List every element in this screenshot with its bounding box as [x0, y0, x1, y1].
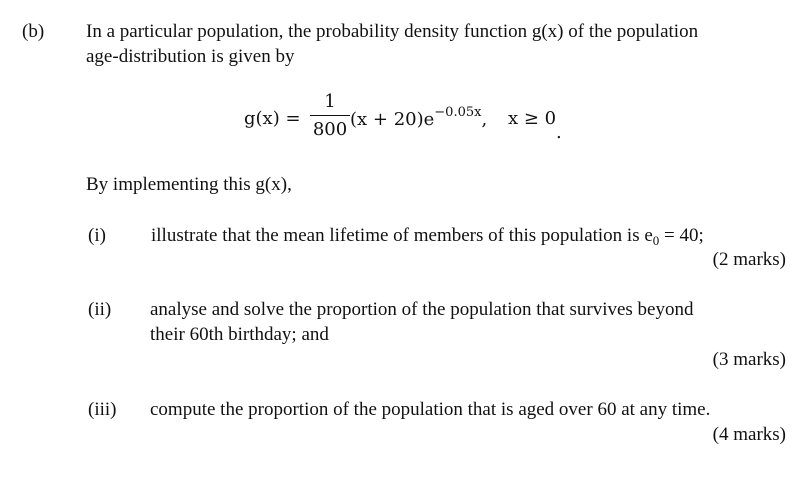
item-label: (i) — [88, 225, 106, 246]
item-text-line-1: analyse and solve the proportion of the population that survives beyond — [150, 299, 694, 320]
item-marks: (4 marks) — [712, 424, 786, 445]
item-text — [151, 224, 704, 249]
formula-body — [350, 107, 487, 131]
item-text: compute the proportion of the population that is aged over 60 at any time. — [150, 399, 711, 420]
item-text-main: illustrate that the mean lifetime of members of this population is e — [151, 225, 653, 246]
item-marks: (2 marks) — [712, 249, 786, 270]
formula-trailing-dot: . — [556, 122, 562, 143]
item-label: (ii) — [88, 299, 112, 320]
formula-lhs: g(x) = — [244, 108, 301, 129]
item-text-tail: = 40; — [659, 225, 704, 246]
fraction-bar — [310, 115, 350, 116]
lead-in-text: By implementing this g(x), — [86, 174, 292, 195]
item-text-line-2: their 60th birthday; and — [150, 324, 329, 345]
fraction-denominator: 800 — [312, 119, 348, 140]
item-marks: (3 marks) — [712, 349, 786, 370]
intro-line-2: age-distribution is given by — [86, 46, 295, 67]
formula-expression: (x + 20)e — [350, 109, 435, 130]
formula-separator: , — [481, 109, 488, 130]
formula-exponent: −0.05x — [434, 105, 482, 120]
formula-condition: x ≥ 0 — [508, 108, 557, 129]
part-label: (b) — [22, 21, 45, 42]
fraction-numerator: 1 — [324, 91, 336, 112]
item-label: (iii) — [88, 399, 117, 420]
formula-fraction — [310, 93, 350, 139]
item-subscript: 0 — [652, 233, 660, 248]
intro-line-1: In a particular population, the probability density function g(x) of the population — [86, 21, 699, 42]
